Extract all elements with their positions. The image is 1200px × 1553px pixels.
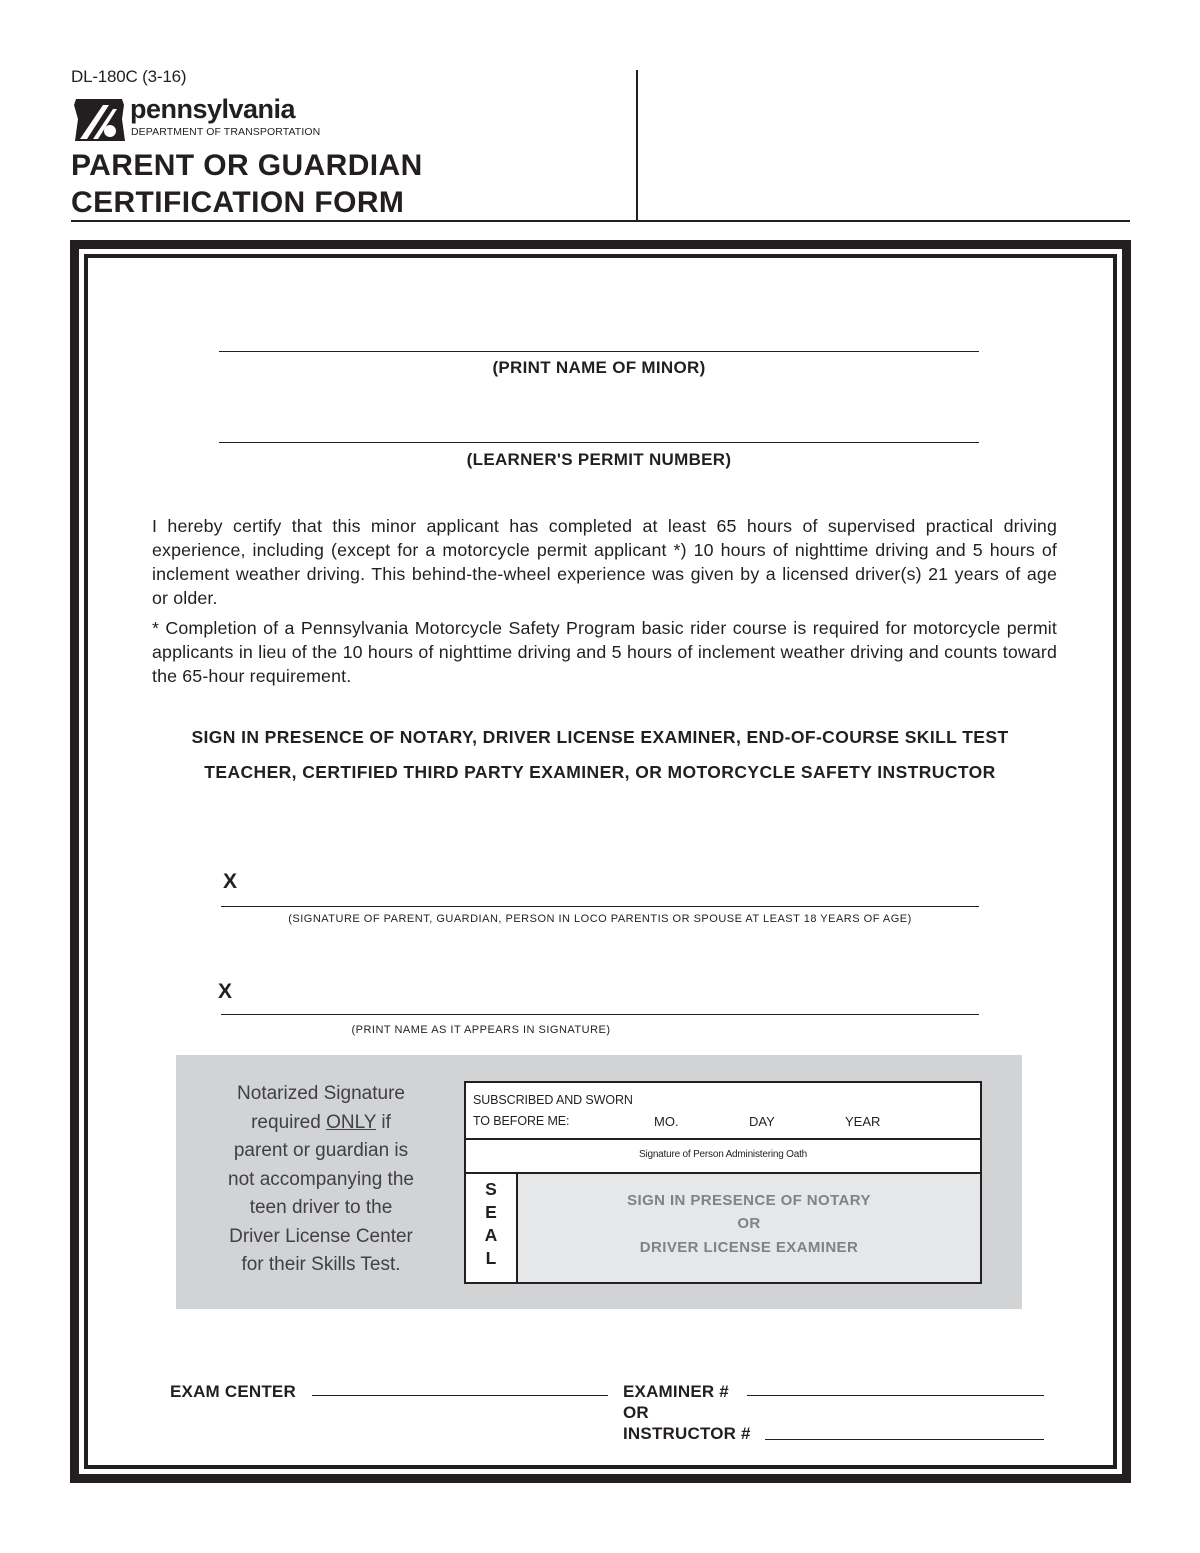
minor-name-label: (PRINT NAME OF MINOR) <box>492 358 706 377</box>
notary-box <box>464 1081 982 1284</box>
form-title-line1: PARENT OR GUARDIAN <box>71 149 423 182</box>
print-name-x-mark: X <box>218 980 233 1003</box>
motorcycle-footnote: * Completion of a Pennsylvania Motorcycle Safety Program basic rider course is required for motorcycle permit applicants in lieu of the 10 hours of nighttime driving and 5 hours of inclement weather driving and counts toward the 65-hour requirement. <box>152 618 1057 686</box>
print-name-field[interactable] <box>221 1014 979 1015</box>
instruction-line2: TEACHER, CERTIFIED THIRD PARTY EXAMINER, OR MOTORCYCLE SAFETY INSTRUCTOR <box>204 762 996 782</box>
certification-paragraph: I hereby certify that this minor applicant has completed at least 65 hours of supervised practical driving experience, including (except for a motorcycle permit applicant *) 10 hours of nighttime driving and 5 hours of inclement weather driving. This behind-the-wheel experience was given by a licensed driver(s) 21 years of age or older. <box>152 516 1057 608</box>
sign-notary-line3: DRIVER LICENSE EXAMINER <box>639 1239 859 1256</box>
month-label: MO. <box>654 1114 679 1129</box>
header-rule <box>71 220 1130 222</box>
permit-number-label: (LEARNER'S PERMIT NUMBER) <box>466 450 732 469</box>
minor-name-field[interactable] <box>219 351 979 352</box>
penndot-logo <box>73 95 333 143</box>
logo-wordmark: pennsylvania <box>130 94 296 124</box>
form-number: DL-180C (3-16) <box>71 67 187 86</box>
instructor-number-field[interactable] <box>765 1439 1044 1440</box>
instructor-label: INSTRUCTOR # <box>623 1424 751 1443</box>
seal-letter: S <box>485 1179 497 1199</box>
notary-note: Notarized Signature required ONLY if parent or guardian is not accompanying the teen driver to the Driver License Center for their Skills Test. <box>228 1083 414 1275</box>
keystone-logo-icon <box>73 95 125 143</box>
logo-department: DEPARTMENT OF TRANSPORTATION <box>131 126 321 138</box>
subscribed-label: SUBSCRIBED AND SWORN <box>473 1093 633 1107</box>
examiner-number-field[interactable] <box>747 1395 1044 1396</box>
year-label: YEAR <box>845 1114 881 1129</box>
oath-label: Signature of Person Administering Oath <box>638 1149 808 1160</box>
instruction-line1: SIGN IN PRESENCE OF NOTARY, DRIVER LICENSE EXAMINER, END-OF-COURSE SKILL TEST <box>191 727 1009 747</box>
parent-signature-field[interactable] <box>221 906 979 907</box>
form-title-line2: CERTIFICATION FORM <box>71 186 405 219</box>
seal-letter: L <box>485 1248 497 1268</box>
signature-label: (SIGNATURE OF PARENT, GUARDIAN, PERSON IN LOCO PARENTIS OR SPOUSE AT LEAST 18 YEARS OF AGE) <box>288 913 912 925</box>
header-divider <box>636 70 638 221</box>
to-before-me-label: TO BEFORE ME: <box>473 1114 570 1128</box>
signature-x-mark: X <box>223 870 238 893</box>
examiner-label: EXAMINER # <box>623 1382 729 1401</box>
day-label: DAY <box>749 1114 775 1129</box>
sign-notary-line2: OR <box>737 1215 761 1232</box>
sworn-date-row[interactable] <box>466 1083 980 1140</box>
form-title <box>71 147 423 221</box>
notary-sign-area <box>518 1174 980 1282</box>
seal-area <box>466 1174 518 1282</box>
seal-letter: E <box>485 1202 497 1222</box>
or-label: OR <box>623 1403 649 1422</box>
exam-center-label: EXAM CENTER <box>170 1382 296 1401</box>
exam-center-field[interactable] <box>312 1395 608 1396</box>
print-name-label: (PRINT NAME AS IT APPEARS IN SIGNATURE) <box>351 1024 611 1036</box>
seal-letter: A <box>484 1225 498 1245</box>
permit-number-field[interactable] <box>219 442 979 443</box>
sign-notary-line1: SIGN IN PRESENCE OF NOTARY <box>627 1192 871 1209</box>
oath-signature-row[interactable] <box>466 1140 980 1174</box>
